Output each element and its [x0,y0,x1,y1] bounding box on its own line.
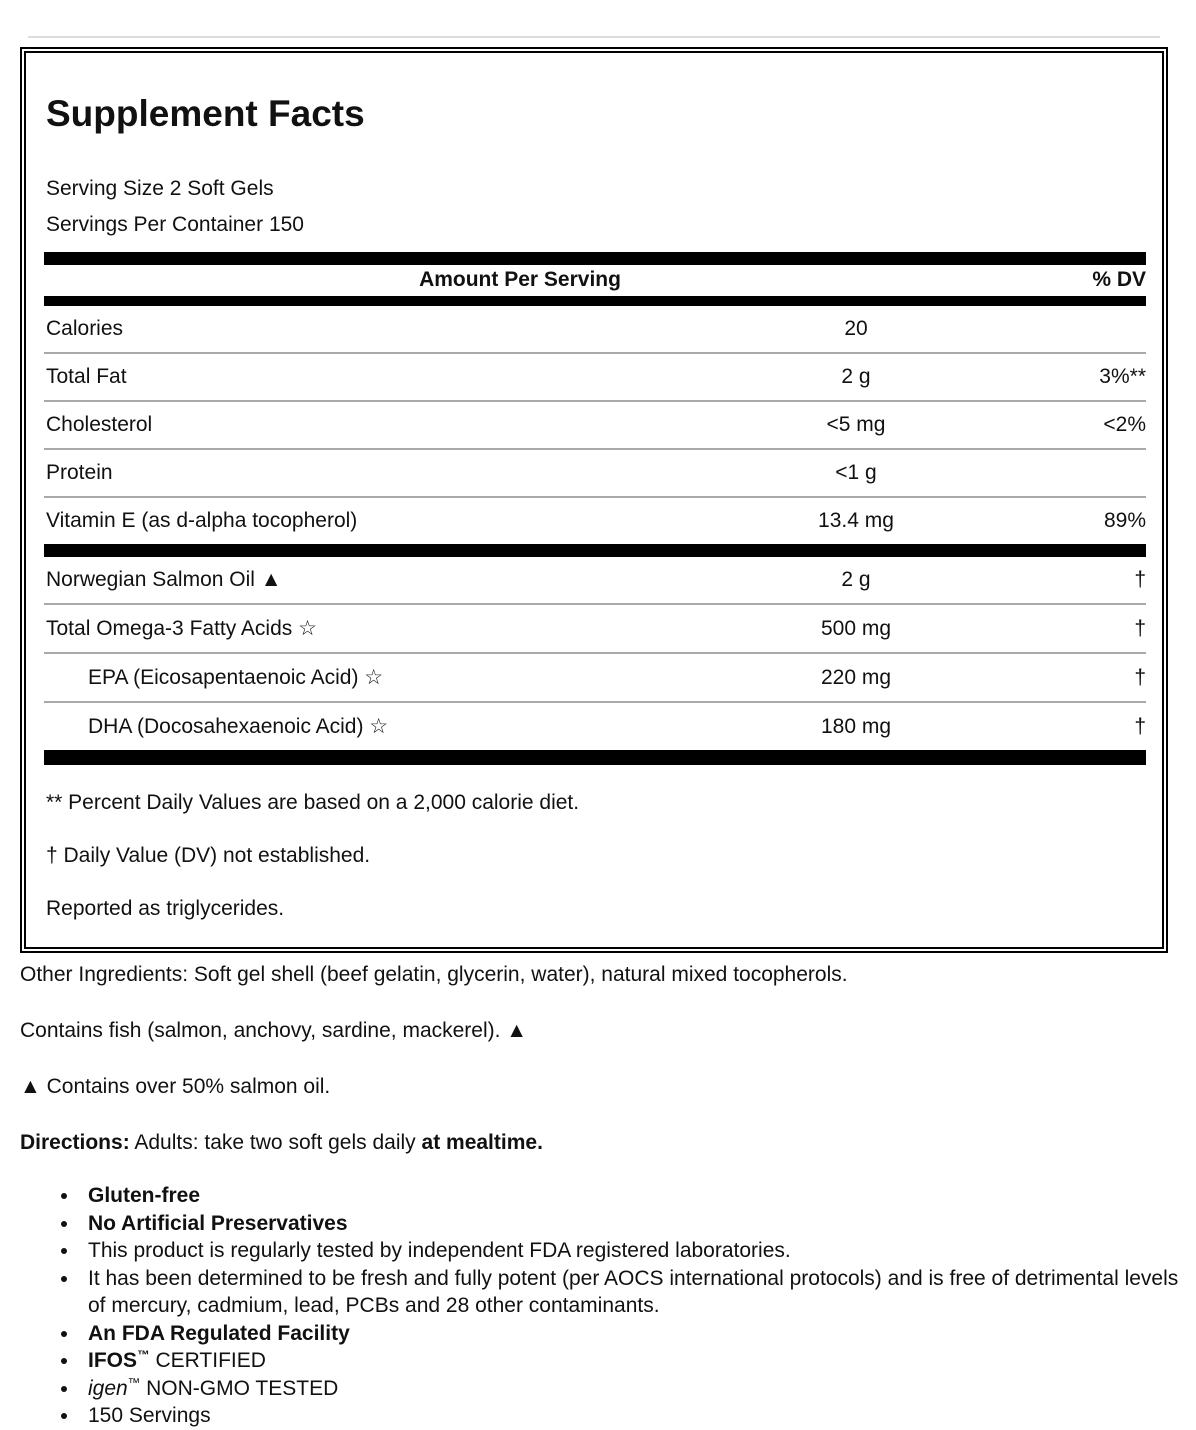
nutrient-name: EPA (Eicosapentaenoic Acid) ☆ [88,666,384,689]
table-row-vitamin-e [44,496,1146,544]
bullet-igen-tested [80,1375,1180,1403]
table-header-row [44,265,1146,296]
ifos-rest: CERTIFIED [149,1349,266,1372]
bullet-ifos-certified [80,1347,1180,1375]
contains-fish-text: Contains fish (salmon, anchovy, sardine, mackerel). ▲ [20,1019,528,1042]
panel-title: Supplement Facts [46,93,365,134]
nutrient-group-main [44,306,1146,544]
bullet-potency: • It has been determined to be fresh and fully potent (per AOCS international protocols) and is free of detrimental levels of mercury, cadmium, lead, PCBs and 28 other contaminants. [80,1265,1180,1320]
bullet-servings: • 150 Servings [80,1402,1180,1430]
nutrient-amount: 500 mg [820,616,892,640]
nutrient-name: Vitamin E (as d-alpha tocopherol) [46,509,358,532]
igen-rest: NON-GMO TESTED [140,1376,339,1400]
nutrient-dv: 3%** [1099,365,1146,388]
nutrient-amount: 2 g [841,568,871,591]
nutrient-amount: 180 mg [820,714,892,738]
supplement-facts-inner-border [24,51,1164,949]
nutrient-group-salmon-oil [44,557,1146,750]
nutrient-name: Total Omega-3 Fatty Acids ☆ [46,617,317,640]
nutrient-dv: † [1134,665,1146,689]
nutrient-amount: 2 g [841,365,871,388]
salmon-oil-note-text: ▲ Contains over 50% salmon oil. [20,1075,331,1098]
feature-bullet-list [60,1182,1180,1430]
nutrient-dv: 89% [1103,509,1146,532]
amount-per-serving-header: Amount Per Serving [419,268,621,291]
table-row-epa [44,652,1146,701]
footnote-daily-values: ** Percent Daily Values are based on a 2,000 calorie diet. [46,791,580,814]
ifos-brand: IFOS [88,1349,138,1372]
nutrient-amount: <5 mg [826,413,886,436]
nutrient-dv: <2% [1103,413,1146,436]
ifos-tm-mark: ™ [137,1348,150,1362]
thick-divider-bar [44,750,1146,765]
nutrient-name: DHA (Docosahexaenoic Acid) ☆ [88,715,389,738]
directions-body: Adults: take two soft gels daily [129,1131,422,1154]
nutrient-name: Protein [46,461,113,484]
thick-divider-bar [44,544,1146,557]
nutrient-dv: † [1134,714,1146,738]
nutrient-name: Calories [46,317,124,340]
bullet-gluten-free: • Gluten-free [80,1182,1180,1210]
table-row-salmon-oil [44,557,1146,603]
bullet-fda-facility: • An FDA Regulated Facility [80,1320,1180,1348]
directions-text [20,1130,1180,1156]
nutrient-amount: 220 mg [820,665,892,689]
scan-artifact-line [28,36,1160,38]
nutrient-amount: 20 [844,317,868,340]
igen-tm-mark: ™ [127,1375,141,1390]
footnote-dv-not-established: † Daily Value (DV) not established. [46,844,371,867]
table-row-omega3 [44,603,1146,652]
other-ingredients-text: Other Ingredients: Soft gel shell (beef gelatin, glycerin, water), natural mixed tocopherols. [20,963,848,986]
table-row-cholesterol [44,400,1146,448]
thick-divider-bar [44,296,1146,306]
bullet-no-preservatives: • No Artificial Preservatives [80,1210,1180,1238]
nutrient-name: Norwegian Salmon Oil ▲ [46,568,282,591]
percent-dv-header: % DV [1092,268,1146,291]
nutrient-dv: † [1134,568,1146,591]
nutrient-name: Total Fat [46,365,127,388]
nutrient-dv: † [1134,616,1146,640]
footnotes-section [44,765,1146,921]
supplement-facts-panel [20,47,1168,953]
label-details-section [20,932,1180,1430]
servings-per-container-line: Servings Per Container 150 [46,213,304,236]
footnote-triglycerides: Reported as triglycerides. [46,897,285,920]
nutrient-amount: <1 g [835,461,877,484]
directions-emphasis: at mealtime. [421,1131,543,1154]
table-row-dha [44,701,1146,750]
bullet-fda-tested: • This product is regularly tested by independent FDA registered laboratories. [80,1237,1180,1265]
igen-brand: igen [88,1376,128,1400]
serving-size-line: Serving Size 2 Soft Gels [46,177,274,200]
table-row-protein [44,448,1146,496]
table-row-total-fat [44,352,1146,400]
nutrient-name: Cholesterol [46,413,153,436]
directions-label: Directions: [20,1131,130,1154]
nutrient-amount: 13.4 mg [818,509,894,532]
table-row-calories [44,306,1146,352]
thick-divider-bar [44,252,1146,265]
